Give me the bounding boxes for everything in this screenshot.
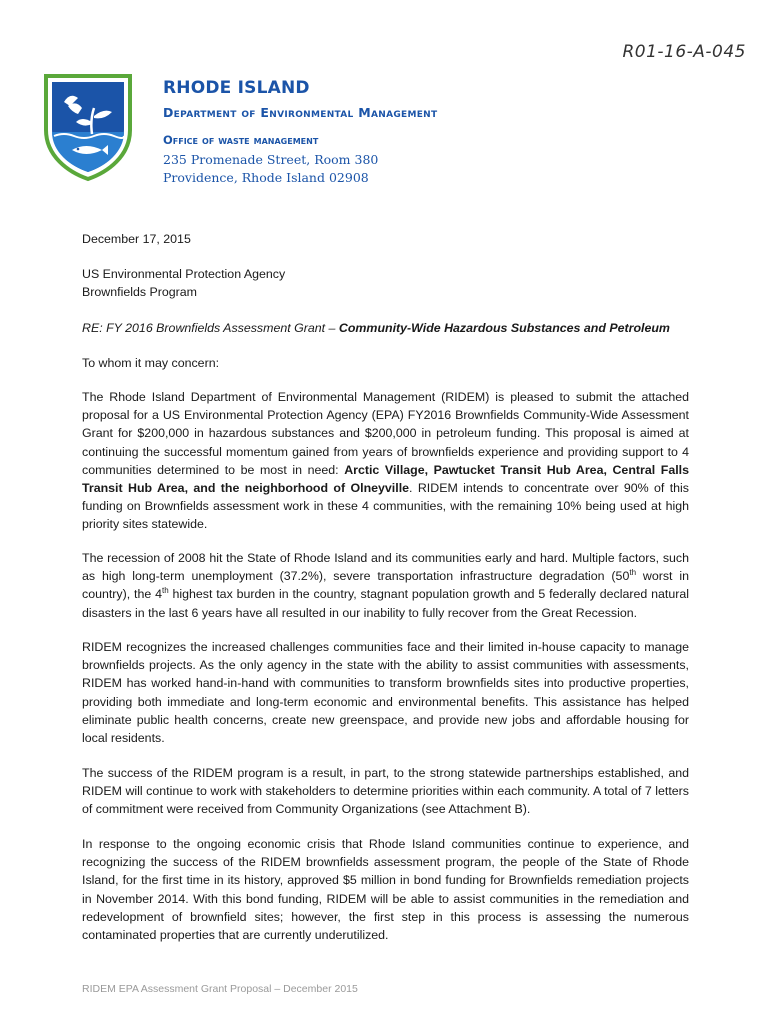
ridem-logo	[42, 72, 134, 182]
p2-sup-1: th	[629, 568, 637, 578]
letterhead-address	[163, 151, 437, 187]
address-line-1: 235 Promenade Street, Room 380	[163, 152, 379, 167]
p2-text-b: worst in country), the 4	[82, 569, 689, 602]
subject-prefix: RE: FY 2016 Brownfields Assessment Grant –	[82, 321, 339, 335]
address-line-2: Providence, Rhode Island 02908	[163, 170, 369, 185]
subject-title: Community-Wide Hazardous Substances and Petroleum	[338, 321, 670, 335]
document-code: R01-16-A-045	[622, 42, 746, 62]
p2-text-c: highest tax burden in the country, stagnant population growth and 5 federally declared natural disasters in the last 6 years have all resulted in our inability to fully recover from the Great Recession.	[82, 587, 689, 620]
letterhead-state: RHODE ISLAND	[163, 78, 310, 98]
recipient-line-1: US Environmental Protection Agency	[82, 267, 286, 281]
letter-date: December 17, 2015	[82, 232, 191, 246]
p2-text-a: The recession of 2008 hit the State of Rhode Island and its communities early and hard. Multiple factors, such as high long-term unemployment (37.2%), severe transportation infrastructure degradation (50	[82, 551, 689, 584]
p2-sup-2: th	[161, 586, 169, 596]
paragraph-1	[82, 388, 689, 534]
letterhead	[163, 78, 437, 187]
p1-text-a: The Rhode Island Department of Environmental Management (RIDEM) is pleased to submit the attached proposal for a US Environmental Protection Agency (EPA) FY2016 Brownfields Community-Wide Assessment Grant for $200,000 in hazardous substances and $200,000 in petroleum funding. This proposal is aimed at continuing the successful momentum gained from years of brownfields experience and providing support to 4 communities determined to be most in need:	[82, 390, 689, 477]
paragraph-2	[82, 549, 689, 622]
page-footer: RIDEM EPA Assessment Grant Proposal – December 2015	[82, 983, 358, 995]
recipient-block	[82, 265, 689, 301]
p1-text-b: . RIDEM intends to concentrate over 90% of this funding on Brownfields assessment work in these 4 communities, with the remaining 10% being used at high priority sites statewide.	[82, 481, 689, 532]
p1-communities: Arctic Village, Pawtucket Transit Hub Area, Central Falls Transit Hub Area, and the neighborhood of Olneyville	[82, 462, 689, 496]
subject-line	[82, 319, 689, 337]
paragraph-4: The success of the RIDEM program is a result, in part, to the strong statewide partnerships established, and RIDEM will continue to work with stakeholders to determine priorities within each community. A total of 7 letters of commitment were received from Community Organizations (see Attachment B).	[82, 766, 689, 817]
letterhead-department: Department of Environmental Management	[163, 105, 438, 120]
recipient-line-2: Brownfields Program	[82, 285, 198, 300]
paragraph-3: RIDEM recognizes the increased challenges communities face and their limited in-house capacity to manage brownfields projects. As the only agency in the state with the ability to assist communities with assessments, RIDEM has worked hand-in-hand with communities to transform brownfields sites into productive properties, providing both immediate and long-term economic and environmental benefits. This assistance has helped eliminate public health concerns, create new greenspace, and provide new jobs and affordable housing for local residents.	[82, 640, 689, 746]
letterhead-office: Office of waste management	[163, 133, 319, 147]
salutation: To whom it may concern:	[82, 356, 220, 370]
paragraph-5: In response to the ongoing economic crisis that Rhode Island communities continue to experience, and recognizing the success of the RIDEM brownfields assessment program, the people of the State of Rhode Island, for the first time in its history, approved $5 million in bond funding for Brownfields remediation projects in November 2014. With this bond funding, RIDEM will be able to assist communities in the remediation and redevelopment of brownfield sites; however, the first step in this process is assessing the numerous contaminated properties that are currently underutilized.	[82, 837, 689, 943]
